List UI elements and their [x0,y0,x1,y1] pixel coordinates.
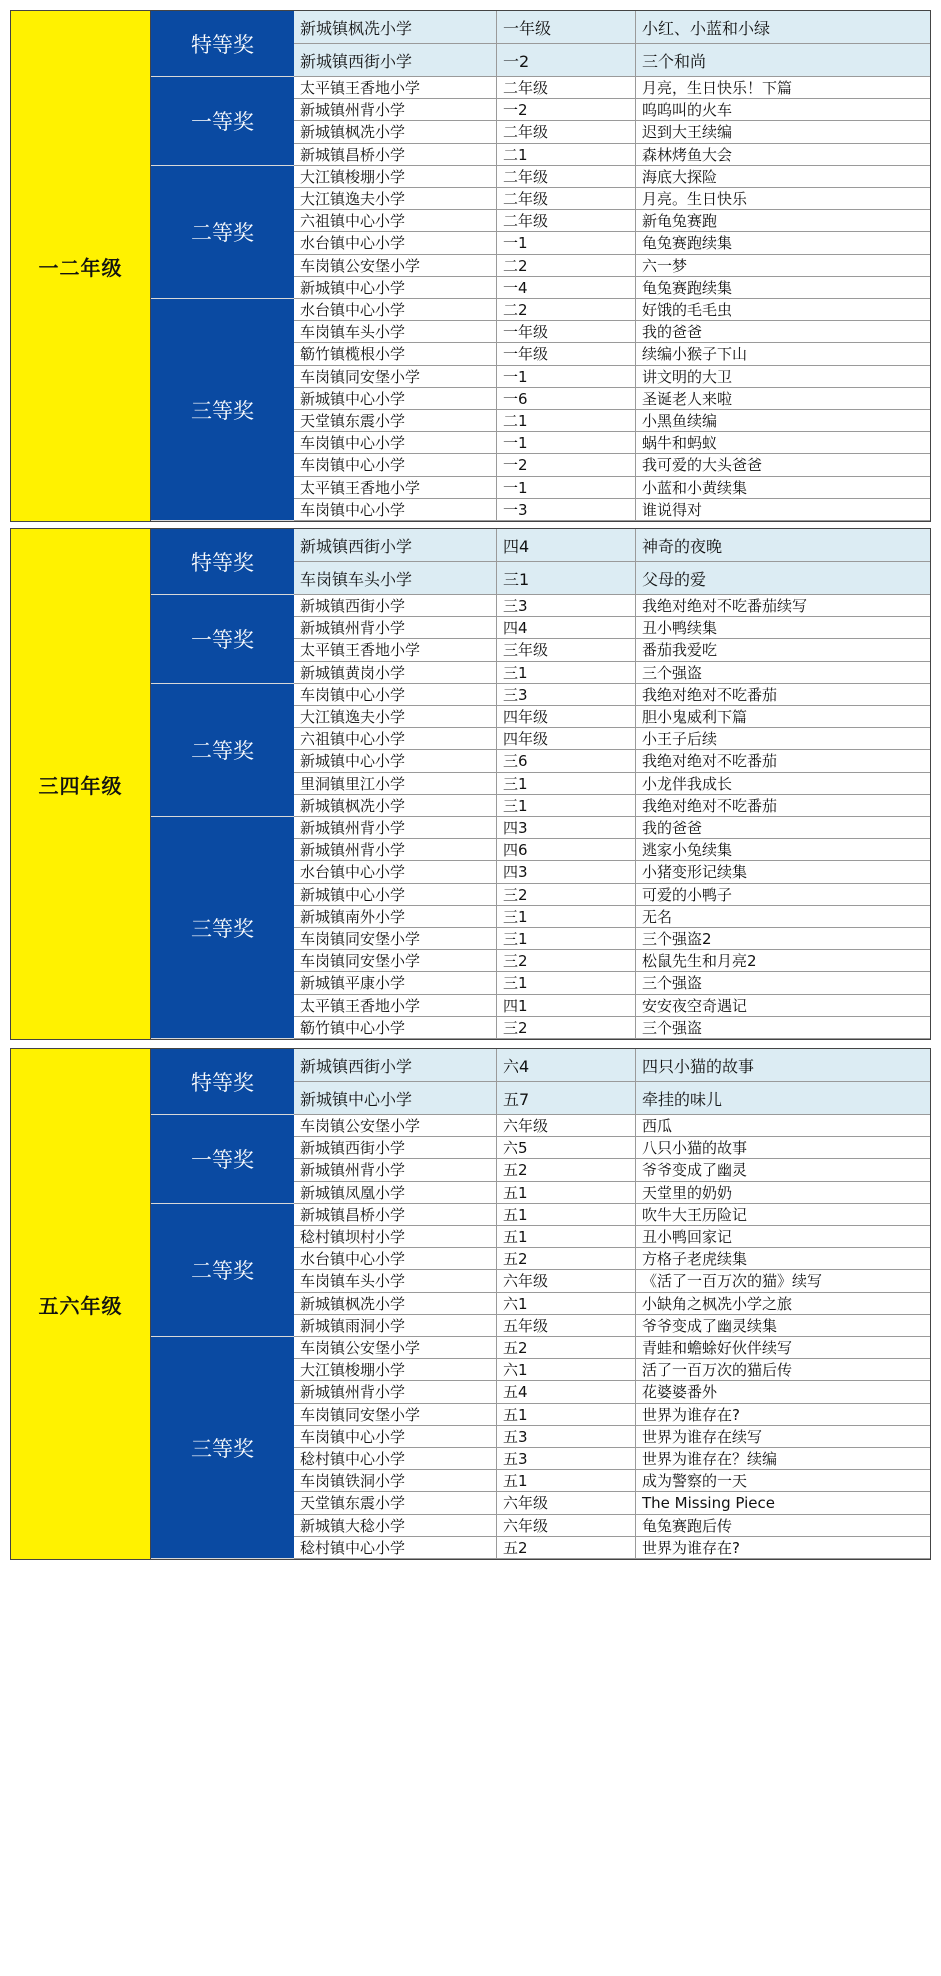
table-row [294,950,930,972]
school-cell: 六祖镇中心小学 [294,210,497,231]
table-row [294,432,930,454]
title-cell: 谁说得对 [642,500,703,519]
title-cell: The Missing Piece [642,1493,775,1512]
school-cell: 大江镇梭堋小学 [294,166,497,187]
title-cell: 逃家小兔续集 [642,841,733,860]
school-cell: 新城镇西街小学 [294,595,497,616]
school-cell: 簕竹镇中心小学 [294,1017,497,1038]
class-cell: 五1 [497,1470,636,1491]
school-cell: 车岗镇同安堡小学 [294,1404,497,1425]
title-cell: 青蛙和蟾蜍好伙伴续写 [642,1339,793,1358]
class-cell: 五3 [497,1448,636,1469]
school-cell: 新城镇黄岗小学 [294,662,497,683]
class-cell: 三2 [497,884,636,905]
title-cell: 我绝对绝对不吃番茄 [642,752,778,771]
table-row [294,343,930,365]
table-row [294,1270,930,1292]
title-cell: 月亮，生日快乐！下篇 [642,79,793,98]
title-cell: 爷爷变成了幽灵 [642,1161,748,1180]
school-cell: 新城镇大稔小学 [294,1515,497,1536]
table-row [294,11,930,44]
table-row [294,44,930,77]
school-cell: 大江镇逸夫小学 [294,706,497,727]
title-cell: 西瓜 [642,1117,673,1136]
title-cell: 月亮。生日快乐 [642,190,748,209]
title-cell: 小龙伴我成长 [642,774,733,793]
table-row [294,1017,930,1039]
table-row [294,884,930,906]
table-row [294,299,930,321]
title-cell: 爷爷变成了幽灵续集 [642,1316,778,1335]
class-cell: 一3 [497,499,636,520]
school-cell: 簕竹镇榄根小学 [294,343,497,364]
class-cell: 一2 [497,454,636,475]
class-cell: 三6 [497,750,636,771]
class-cell: 五1 [497,1226,636,1247]
class-cell: 四1 [497,995,636,1016]
class-cell: 二年级 [497,210,636,231]
school-cell: 太平镇王香地小学 [294,477,497,498]
title-cell: 丑小鸭回家记 [642,1228,733,1247]
table-row [294,99,930,121]
school-cell: 新城镇州背小学 [294,1381,497,1402]
class-cell: 六年级 [497,1492,636,1513]
table-row [294,1204,930,1226]
table-row [294,410,930,432]
class-cell: 一年级 [497,343,636,364]
class-cell: 五1 [497,1182,636,1203]
school-cell: 新城镇州背小学 [294,1159,497,1180]
table-row [294,454,930,476]
title-cell: 小缺角之枫冼小学之旅 [642,1294,793,1313]
class-cell: 六年级 [497,1115,636,1136]
table-row [294,499,930,521]
class-cell: 四3 [497,817,636,838]
title-cell: 神奇的夜晚 [642,536,723,556]
table-row [294,255,930,277]
table-row [294,1537,930,1559]
table-row [294,166,930,188]
title-cell: 方格子老虎续集 [642,1250,748,1269]
class-cell: 一2 [497,44,636,76]
class-cell: 六1 [497,1293,636,1314]
table-row [294,728,930,750]
school-cell: 新城镇中心小学 [294,388,497,409]
table-row [294,817,930,839]
class-cell: 六年级 [497,1515,636,1536]
class-cell: 一年级 [497,321,636,342]
school-cell: 里洞镇里江小学 [294,773,497,794]
school-cell: 车岗镇车头小学 [294,321,497,342]
school-cell: 新城镇西街小学 [294,1049,497,1081]
table-row [294,706,930,728]
title-cell: 蜗牛和蚂蚁 [642,434,718,453]
title-cell: 六一梦 [642,256,688,275]
title-cell: 我绝对绝对不吃番茄续写 [642,597,808,616]
school-cell: 水台镇中心小学 [294,299,497,320]
prize-label: 一等奖 [151,595,294,684]
title-cell: 讲文明的大卫 [642,367,733,386]
grade-section [10,1048,931,1560]
school-cell: 水台镇中心小学 [294,861,497,882]
table-row [294,1426,930,1448]
table-row [294,684,930,706]
class-cell: 三1 [497,773,636,794]
class-cell: 六4 [497,1049,636,1081]
school-cell: 新城镇昌桥小学 [294,1204,497,1225]
school-cell: 新城镇中心小学 [294,1082,497,1114]
table-row [294,1226,930,1248]
title-cell: 三个强盗 [642,1018,703,1037]
class-cell: 六年级 [497,1270,636,1291]
class-cell: 四年级 [497,706,636,727]
title-cell: 《活了一百万次的猫》续写 [642,1272,823,1291]
title-cell: 好饿的毛毛虫 [642,301,733,320]
table-row [294,1082,930,1115]
school-cell: 稔村镇坝村小学 [294,1226,497,1247]
class-cell: 二年级 [497,166,636,187]
class-cell: 二年级 [497,121,636,142]
title-cell: 小猪变形记续集 [642,863,748,882]
title-cell: 番茄我爱吃 [642,641,718,660]
school-cell: 太平镇王香地小学 [294,77,497,98]
class-cell: 一1 [497,477,636,498]
school-cell: 新城镇西街小学 [294,44,497,76]
table-row [294,1182,930,1204]
prize-label: 三等奖 [151,1337,294,1559]
class-cell: 三3 [497,595,636,616]
title-cell: 世界为谁存在？续编 [642,1450,778,1469]
title-cell: 小蓝和小黄续集 [642,478,748,497]
grade-label: 三四年级 [11,529,151,1039]
school-cell: 新城镇昌桥小学 [294,144,497,165]
class-cell: 一2 [497,99,636,120]
table-row [294,321,930,343]
school-cell: 稔村镇中心小学 [294,1448,497,1469]
table-row [294,388,930,410]
title-cell: 我可爱的大头爸爸 [642,456,763,475]
class-cell: 五1 [497,1404,636,1425]
school-cell: 车岗镇车头小学 [294,1270,497,1291]
title-cell: 可爱的小鸭子 [642,885,733,904]
school-cell: 天堂镇东震小学 [294,1492,497,1513]
school-cell: 车岗镇车头小学 [294,562,497,594]
table-row [294,1137,930,1159]
school-cell: 新城镇中心小学 [294,277,497,298]
title-cell: 胆小鬼威利下篇 [642,708,748,727]
class-cell: 三年级 [497,639,636,660]
title-cell: 四只小猫的故事 [642,1056,755,1076]
class-cell: 五2 [497,1248,636,1269]
title-cell: 新龟兔赛跑 [642,212,718,231]
class-cell: 三2 [497,1017,636,1038]
school-cell: 新城镇州背小学 [294,99,497,120]
title-cell: 三个和尚 [642,51,707,71]
class-cell: 三1 [497,562,636,594]
class-cell: 六1 [497,1359,636,1380]
school-cell: 新城镇凤凰小学 [294,1182,497,1203]
title-cell: 丑小鸭续集 [642,619,718,638]
prize-label: 二等奖 [151,684,294,817]
class-cell: 一1 [497,366,636,387]
prize-label: 特等奖 [151,529,294,595]
school-cell: 车岗镇同安堡小学 [294,366,497,387]
title-cell: 天堂里的奶奶 [642,1183,733,1202]
title-cell: 圣诞老人来啦 [642,389,733,408]
table-row [294,1359,930,1381]
title-cell: 三个强盗2 [642,930,712,949]
grade-section [10,10,931,522]
school-cell: 太平镇王香地小学 [294,639,497,660]
prize-label: 二等奖 [151,166,294,299]
school-cell: 车岗镇同安堡小学 [294,950,497,971]
title-cell: 吹牛大王历险记 [642,1205,748,1224]
title-cell: 我的爸爸 [642,323,703,342]
school-cell: 太平镇王香地小学 [294,995,497,1016]
table-row [294,1248,930,1270]
title-cell: 松鼠先生和月亮2 [642,952,757,971]
title-cell: 森林烤鱼大会 [642,145,733,164]
school-cell: 新城镇枫冼小学 [294,795,497,816]
school-cell: 车岗镇公安堡小学 [294,1337,497,1358]
class-cell: 四年级 [497,728,636,749]
title-cell: 龟兔赛跑续集 [642,234,733,253]
school-cell: 新城镇枫冼小学 [294,11,497,43]
table-row [294,1293,930,1315]
title-cell: 呜呜叫的火车 [642,101,733,120]
title-cell: 海底大探险 [642,167,718,186]
table-row [294,1315,930,1337]
school-cell: 车岗镇中心小学 [294,432,497,453]
table-row [294,750,930,772]
table-row [294,1470,930,1492]
table-row [294,617,930,639]
school-cell: 大江镇逸夫小学 [294,188,497,209]
prize-label: 特等奖 [151,1049,294,1115]
class-cell: 四6 [497,839,636,860]
title-cell: 龟兔赛跑续集 [642,278,733,297]
table-row [294,906,930,928]
school-cell: 新城镇州背小学 [294,617,497,638]
table-row [294,1448,930,1470]
title-cell: 小王子后续 [642,730,718,749]
table-row [294,1515,930,1537]
class-cell: 五7 [497,1082,636,1114]
table-row [294,1049,930,1082]
table-row [294,928,930,950]
school-cell: 新城镇枫冼小学 [294,1293,497,1314]
title-cell: 世界为谁存在? [642,1538,740,1557]
school-cell: 车岗镇中心小学 [294,1426,497,1447]
class-cell: 二1 [497,410,636,431]
title-cell: 龟兔赛跑后传 [642,1516,733,1535]
class-cell: 二年级 [497,77,636,98]
title-cell: 牵挂的味儿 [642,1089,723,1109]
class-cell: 一1 [497,232,636,253]
table-row [294,1115,930,1137]
class-cell: 二年级 [497,188,636,209]
prize-label: 特等奖 [151,11,294,77]
title-cell: 世界为谁存在? [642,1405,740,1424]
table-row [294,188,930,210]
table-row [294,972,930,994]
class-cell: 五4 [497,1381,636,1402]
table-row [294,77,930,99]
table-row [294,277,930,299]
school-cell: 车岗镇公安堡小学 [294,255,497,276]
title-cell: 父母的爱 [642,569,707,589]
school-cell: 新城镇平康小学 [294,972,497,993]
title-cell: 小黑鱼续编 [642,412,718,431]
school-cell: 车岗镇公安堡小学 [294,1115,497,1136]
title-cell: 花婆婆番外 [642,1383,718,1402]
school-cell: 新城镇南外小学 [294,906,497,927]
table-row [294,639,930,661]
class-cell: 一1 [497,432,636,453]
table-row [294,1404,930,1426]
school-cell: 水台镇中心小学 [294,232,497,253]
class-cell: 四4 [497,529,636,561]
title-cell: 三个强盗 [642,974,703,993]
school-cell: 车岗镇同安堡小学 [294,928,497,949]
table-row [294,232,930,254]
class-cell: 五1 [497,1204,636,1225]
title-cell: 小红、小蓝和小绿 [642,18,771,38]
class-cell: 六5 [497,1137,636,1158]
title-cell: 成为警察的一天 [642,1472,748,1491]
school-cell: 六祖镇中心小学 [294,728,497,749]
table-row [294,1492,930,1514]
class-cell: 三1 [497,972,636,993]
school-cell: 车岗镇中心小学 [294,454,497,475]
table-row [294,144,930,166]
table-row [294,839,930,861]
school-cell: 新城镇西街小学 [294,529,497,561]
table-row [294,529,930,562]
school-cell: 新城镇雨洞小学 [294,1315,497,1336]
title-cell: 我的爸爸 [642,819,703,838]
school-cell: 新城镇西街小学 [294,1137,497,1158]
class-cell: 一年级 [497,11,636,43]
title-cell: 我绝对绝对不吃番茄 [642,685,778,704]
class-cell: 五2 [497,1159,636,1180]
table-row [294,995,930,1017]
school-cell: 新城镇州背小学 [294,817,497,838]
table-row [294,477,930,499]
table-row [294,366,930,388]
table-row [294,1381,930,1403]
title-cell: 无名 [642,907,673,926]
table-row [294,121,930,143]
school-cell: 车岗镇中心小学 [294,499,497,520]
table-row [294,1337,930,1359]
table-row [294,773,930,795]
school-cell: 水台镇中心小学 [294,1248,497,1269]
class-cell: 五2 [497,1537,636,1558]
title-cell: 迟到大王续编 [642,123,733,142]
class-cell: 五年级 [497,1315,636,1336]
class-cell: 二2 [497,255,636,276]
grade-section [10,528,931,1040]
prize-label: 二等奖 [151,1204,294,1337]
class-cell: 四3 [497,861,636,882]
school-cell: 车岗镇中心小学 [294,684,497,705]
school-cell: 车岗镇铁洞小学 [294,1470,497,1491]
title-cell: 续编小猴子下山 [642,345,748,364]
table-row [294,595,930,617]
class-cell: 三1 [497,662,636,683]
class-cell: 一6 [497,388,636,409]
table-row [294,662,930,684]
prize-label: 三等奖 [151,817,294,1039]
prize-label: 一等奖 [151,77,294,166]
table-row [294,795,930,817]
grade-label: 一二年级 [11,11,151,521]
table-row [294,1159,930,1181]
title-cell: 我绝对绝对不吃番茄 [642,796,778,815]
class-cell: 五2 [497,1337,636,1358]
title-cell: 世界为谁存在续写 [642,1427,763,1446]
table-row [294,861,930,883]
title-cell: 活了一百万次的猫后传 [642,1361,793,1380]
table-row [294,562,930,595]
school-cell: 新城镇中心小学 [294,884,497,905]
class-cell: 一4 [497,277,636,298]
school-cell: 新城镇枫冼小学 [294,121,497,142]
class-cell: 五3 [497,1426,636,1447]
class-cell: 三2 [497,950,636,971]
school-cell: 大江镇梭堋小学 [294,1359,497,1380]
class-cell: 四4 [497,617,636,638]
class-cell: 三1 [497,795,636,816]
title-cell: 八只小猫的故事 [642,1139,748,1158]
class-cell: 三1 [497,906,636,927]
class-cell: 二1 [497,144,636,165]
school-cell: 新城镇中心小学 [294,750,497,771]
title-cell: 安安夜空奇遇记 [642,996,748,1015]
prize-label: 一等奖 [151,1115,294,1204]
class-cell: 三3 [497,684,636,705]
class-cell: 三1 [497,928,636,949]
school-cell: 新城镇州背小学 [294,839,497,860]
title-cell: 三个强盗 [642,663,703,682]
grade-label: 五六年级 [11,1049,151,1559]
school-cell: 稔村镇中心小学 [294,1537,497,1558]
prize-label: 三等奖 [151,299,294,521]
class-cell: 二2 [497,299,636,320]
school-cell: 天堂镇东震小学 [294,410,497,431]
table-row [294,210,930,232]
